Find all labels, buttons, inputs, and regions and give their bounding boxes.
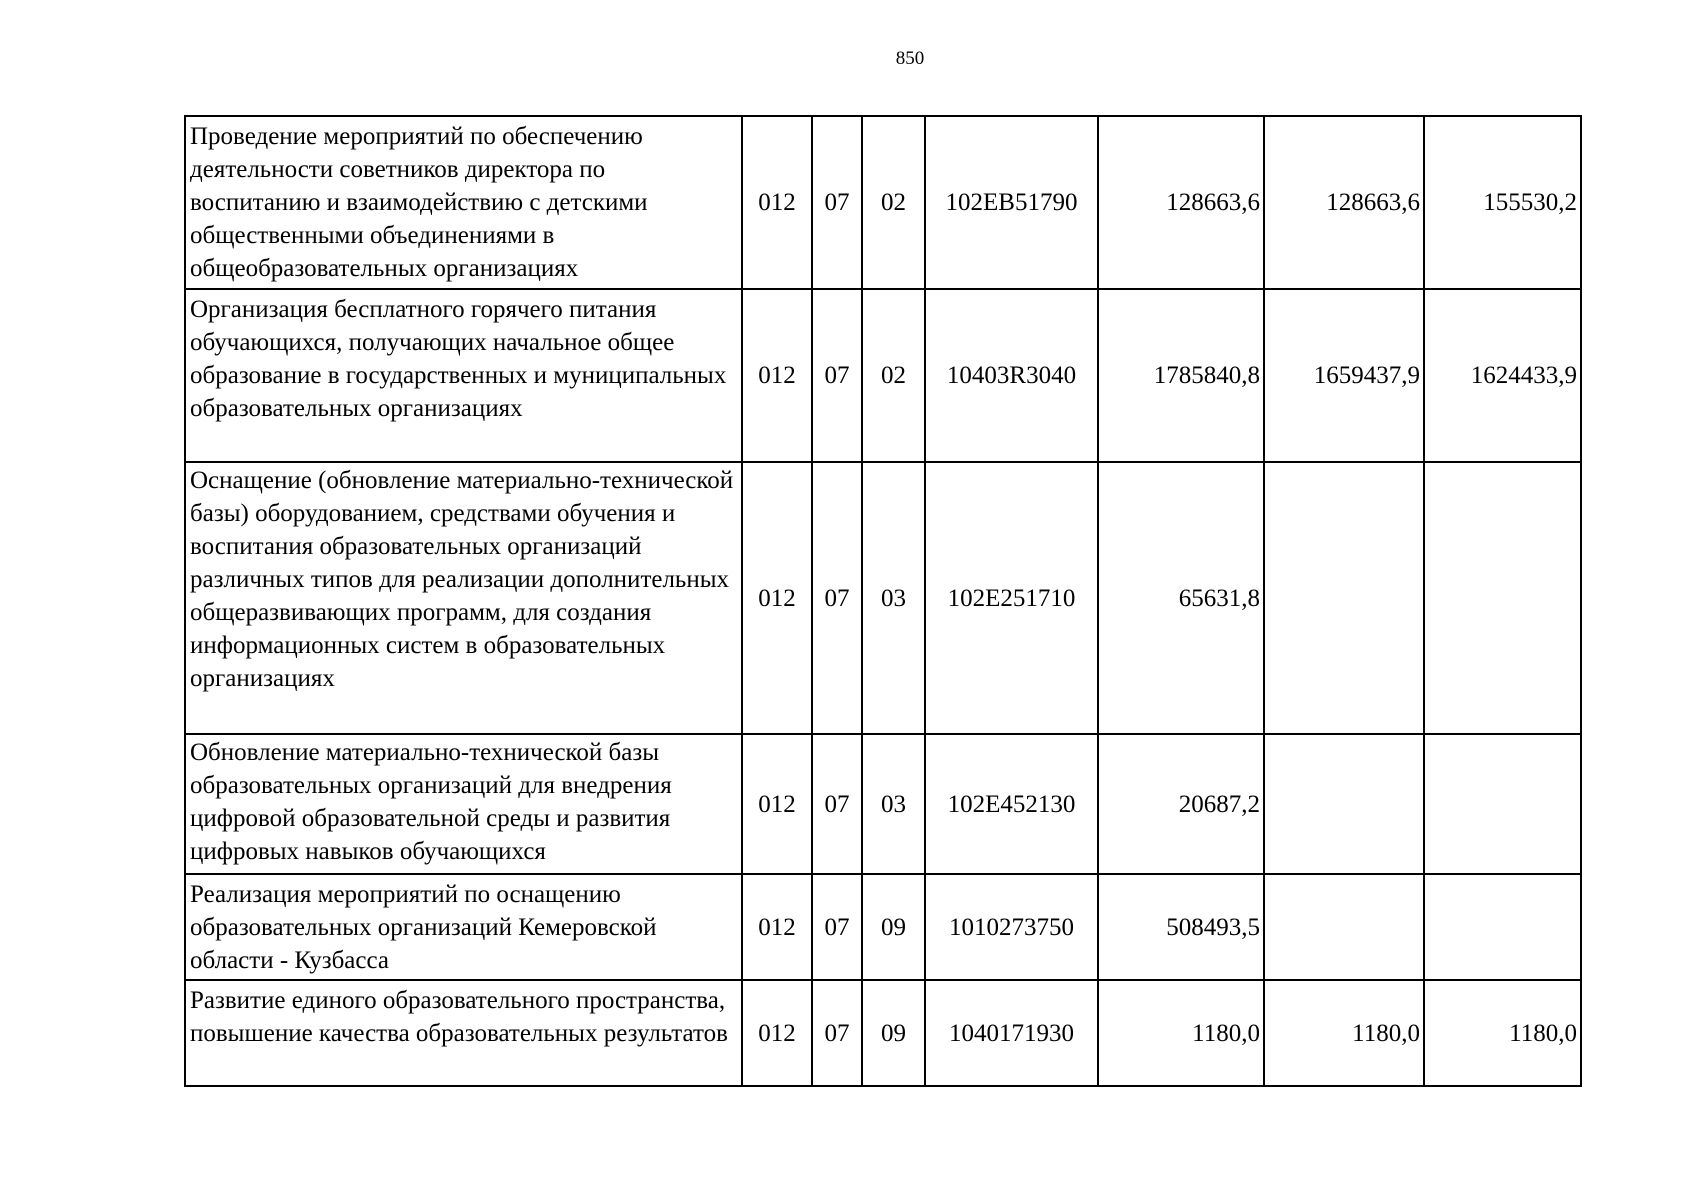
page-number: 850 (895, 48, 925, 69)
amount-year-3 (1424, 734, 1581, 874)
amount-year-2 (1264, 734, 1424, 874)
target-article-code: 102E452130 (925, 734, 1098, 874)
target-article-code: 1010273750 (925, 874, 1098, 980)
section-code: 07 (812, 289, 862, 462)
subsection-code: 09 (862, 980, 925, 1086)
amount-year-2: 128663,6 (1264, 116, 1424, 289)
target-article-code: 10403R3040 (925, 289, 1098, 462)
amount-year-3: 1624433,9 (1424, 289, 1581, 462)
amount-year-3 (1424, 462, 1581, 734)
target-article-code: 102EB51790 (925, 116, 1098, 289)
table-row (185, 289, 1581, 462)
target-article-code: 102E251710 (925, 462, 1098, 734)
section-code: 07 (812, 462, 862, 734)
amount-year-2 (1264, 874, 1424, 980)
subsection-code: 03 (862, 734, 925, 874)
amount-year-3: 1180,0 (1424, 980, 1581, 1086)
ministry-code: 012 (742, 289, 812, 462)
amount-year-3: 155530,2 (1424, 116, 1581, 289)
ministry-code: 012 (742, 980, 812, 1086)
section-code: 07 (812, 980, 862, 1086)
section-code: 07 (812, 116, 862, 289)
budget-table (184, 115, 1582, 1087)
expense-name: Проведение мероприятий по обеспечению деятельности советников директора по воспитанию и взаимодействию с детскими общественными объединениями в общеобразовательных организациях (185, 116, 742, 289)
amount-year-2: 1180,0 (1264, 980, 1424, 1086)
expense-name: Реализация мероприятий по оснащению образовательных организаций Кемеровской области - Кузбасса (185, 874, 742, 980)
amount-year-1: 65631,8 (1098, 462, 1264, 734)
expense-name: Оснащение (обновление материально-технической базы) оборудованием, средствами обучения и воспитания образовательных организаций различных типов для реализации дополнительных общеразвивающих программ, для создания информационных систем в образовательных организациях (185, 462, 742, 734)
target-article-code: 1040171930 (925, 980, 1098, 1086)
section-code: 07 (812, 874, 862, 980)
amount-year-3 (1424, 874, 1581, 980)
amount-year-2: 1659437,9 (1264, 289, 1424, 462)
subsection-code: 09 (862, 874, 925, 980)
ministry-code: 012 (742, 734, 812, 874)
amount-year-1: 1180,0 (1098, 980, 1264, 1086)
section-code: 07 (812, 734, 862, 874)
expense-name: Организация бесплатного горячего питания обучающихся, получающих начальное общее образование в государственных и муниципальных образовательных организациях (185, 289, 742, 462)
table-row (185, 462, 1581, 734)
expense-name: Развитие единого образовательного пространства, повышение качества образовательных результатов (185, 980, 742, 1086)
expense-name: Обновление материально-технической базы образовательных организаций для внедрения цифровой образовательной среды и развития цифровых навыков обучающихся (185, 734, 742, 874)
ministry-code: 012 (742, 462, 812, 734)
amount-year-1: 1785840,8 (1098, 289, 1264, 462)
ministry-code: 012 (742, 874, 812, 980)
subsection-code: 03 (862, 462, 925, 734)
table-row (185, 116, 1581, 289)
subsection-code: 02 (862, 289, 925, 462)
amount-year-1: 128663,6 (1098, 116, 1264, 289)
table-row (185, 980, 1581, 1086)
table-row (185, 874, 1581, 980)
subsection-code: 02 (862, 116, 925, 289)
ministry-code: 012 (742, 116, 812, 289)
table-row (185, 734, 1581, 874)
amount-year-2 (1264, 462, 1424, 734)
amount-year-1: 508493,5 (1098, 874, 1264, 980)
amount-year-1: 20687,2 (1098, 734, 1264, 874)
